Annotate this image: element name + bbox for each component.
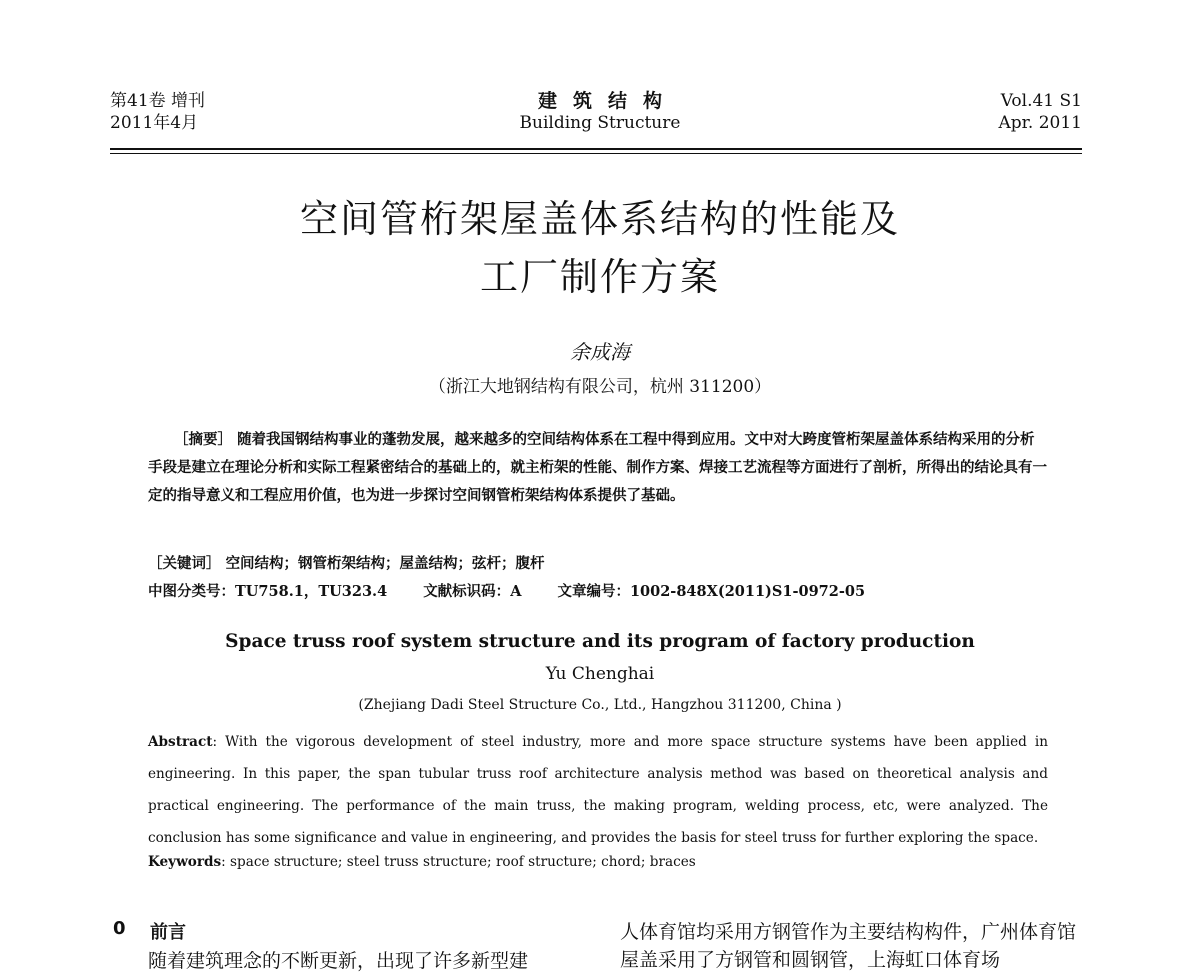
keywords-cn [148, 550, 1048, 578]
abstract-en-label: Abstract [148, 734, 213, 750]
english-author: Yu Chenghai [545, 664, 655, 684]
clc-value: TU758.1，TU323.4 [235, 583, 388, 600]
abstract-cn [148, 426, 1048, 510]
keywords-cn-text: 空间结构；钢管桁架结构；屋盖结构；弦杆；腹杆 [225, 555, 545, 572]
keywords-en [148, 846, 1048, 878]
body-column-right: 人体育馆均采用方钢管作为主要结构构件，广州体育馆屋盖采用了方钢管和圆钢管，上海虹口体育场 [620, 921, 1077, 971]
journal-volume-en [999, 90, 1083, 134]
keywords-en-text: : space structure; steel truss structure; roof structure; chord; braces [221, 854, 696, 870]
paper-title-line1: 空间管桁架屋盖体系结构的性能及 [299, 197, 900, 241]
date-en: Apr. 2011 [998, 113, 1082, 133]
clc-number [148, 583, 387, 600]
abstract-cn-label: ［摘要］ [174, 431, 232, 448]
header-rule-thin [110, 153, 1082, 154]
clc-label: 中图分类号： [148, 583, 235, 600]
article-number [557, 583, 865, 600]
english-affiliation: (Zhejiang Dadi Steel Structure Co., Ltd., Hangzhou 311200, China ) [358, 697, 842, 713]
article-number-value: 1002-848X(2011)S1-0972-05 [629, 583, 866, 600]
publication-date: 2011年4月 [110, 113, 199, 133]
abstract-en [148, 726, 1048, 854]
volume-issue: 第41卷 增刊 [110, 91, 206, 111]
document-code-label: 文献标识码： [423, 583, 511, 600]
keywords-en-label: Keywords [148, 854, 222, 870]
author-name: 余成海 [570, 340, 630, 364]
english-title: Space truss roof system structure and its program of factory production [225, 631, 975, 652]
header-rule-thick [110, 148, 1082, 150]
abstract-cn-text: 随着我国钢结构事业的蓬勃发展，越来越多的空间结构体系在工程中得到应用。文中对大跨度管桁架屋盖体系结构采用的分析手段是建立在理论分析和实际工程紧密结合的基础上的，就主桁架的性能、制作方案、焊接工艺流程等方面进行了剖析，所得出的结论具有一定的指导意义和工程应用价值，也为进一步探讨空间钢管桁架结构体系提供了基础。 [148, 431, 1047, 504]
keywords-cn-label: ［关键词］ [148, 555, 221, 572]
classification-line [148, 578, 1048, 606]
article-number-label: 文章编号： [557, 583, 630, 600]
author-affiliation: （浙江大地钢结构有限公司，杭州 311200） [428, 377, 772, 397]
paper-title-line2: 工厂制作方案 [479, 255, 720, 299]
section-number: 0 [113, 918, 126, 939]
journal-name-cn: 建筑结构 [537, 90, 678, 112]
journal-name-en: Building Structure [519, 113, 681, 133]
abstract-en-text: : With the vigorous development of steel industry, more and more space structure systems have been applied in engineering. In this paper, the span tubular truss roof architecture analysis method was based on theoretical analysis and practical engineering. The performance of the main truss, the making program, welding process, etc, were analyzed. The conclusion has some significance and value in engineering, and provides the basis for steel truss for further exploring the space. [148, 734, 1048, 846]
document-code-value: A [510, 583, 522, 600]
section-title: 前言 [150, 922, 186, 943]
document-code [423, 583, 521, 600]
volume-en: Vol.41 S1 [1000, 91, 1082, 111]
body-column-left: 随着建筑理念的不断更新，出现了许多新型建 [148, 950, 529, 972]
